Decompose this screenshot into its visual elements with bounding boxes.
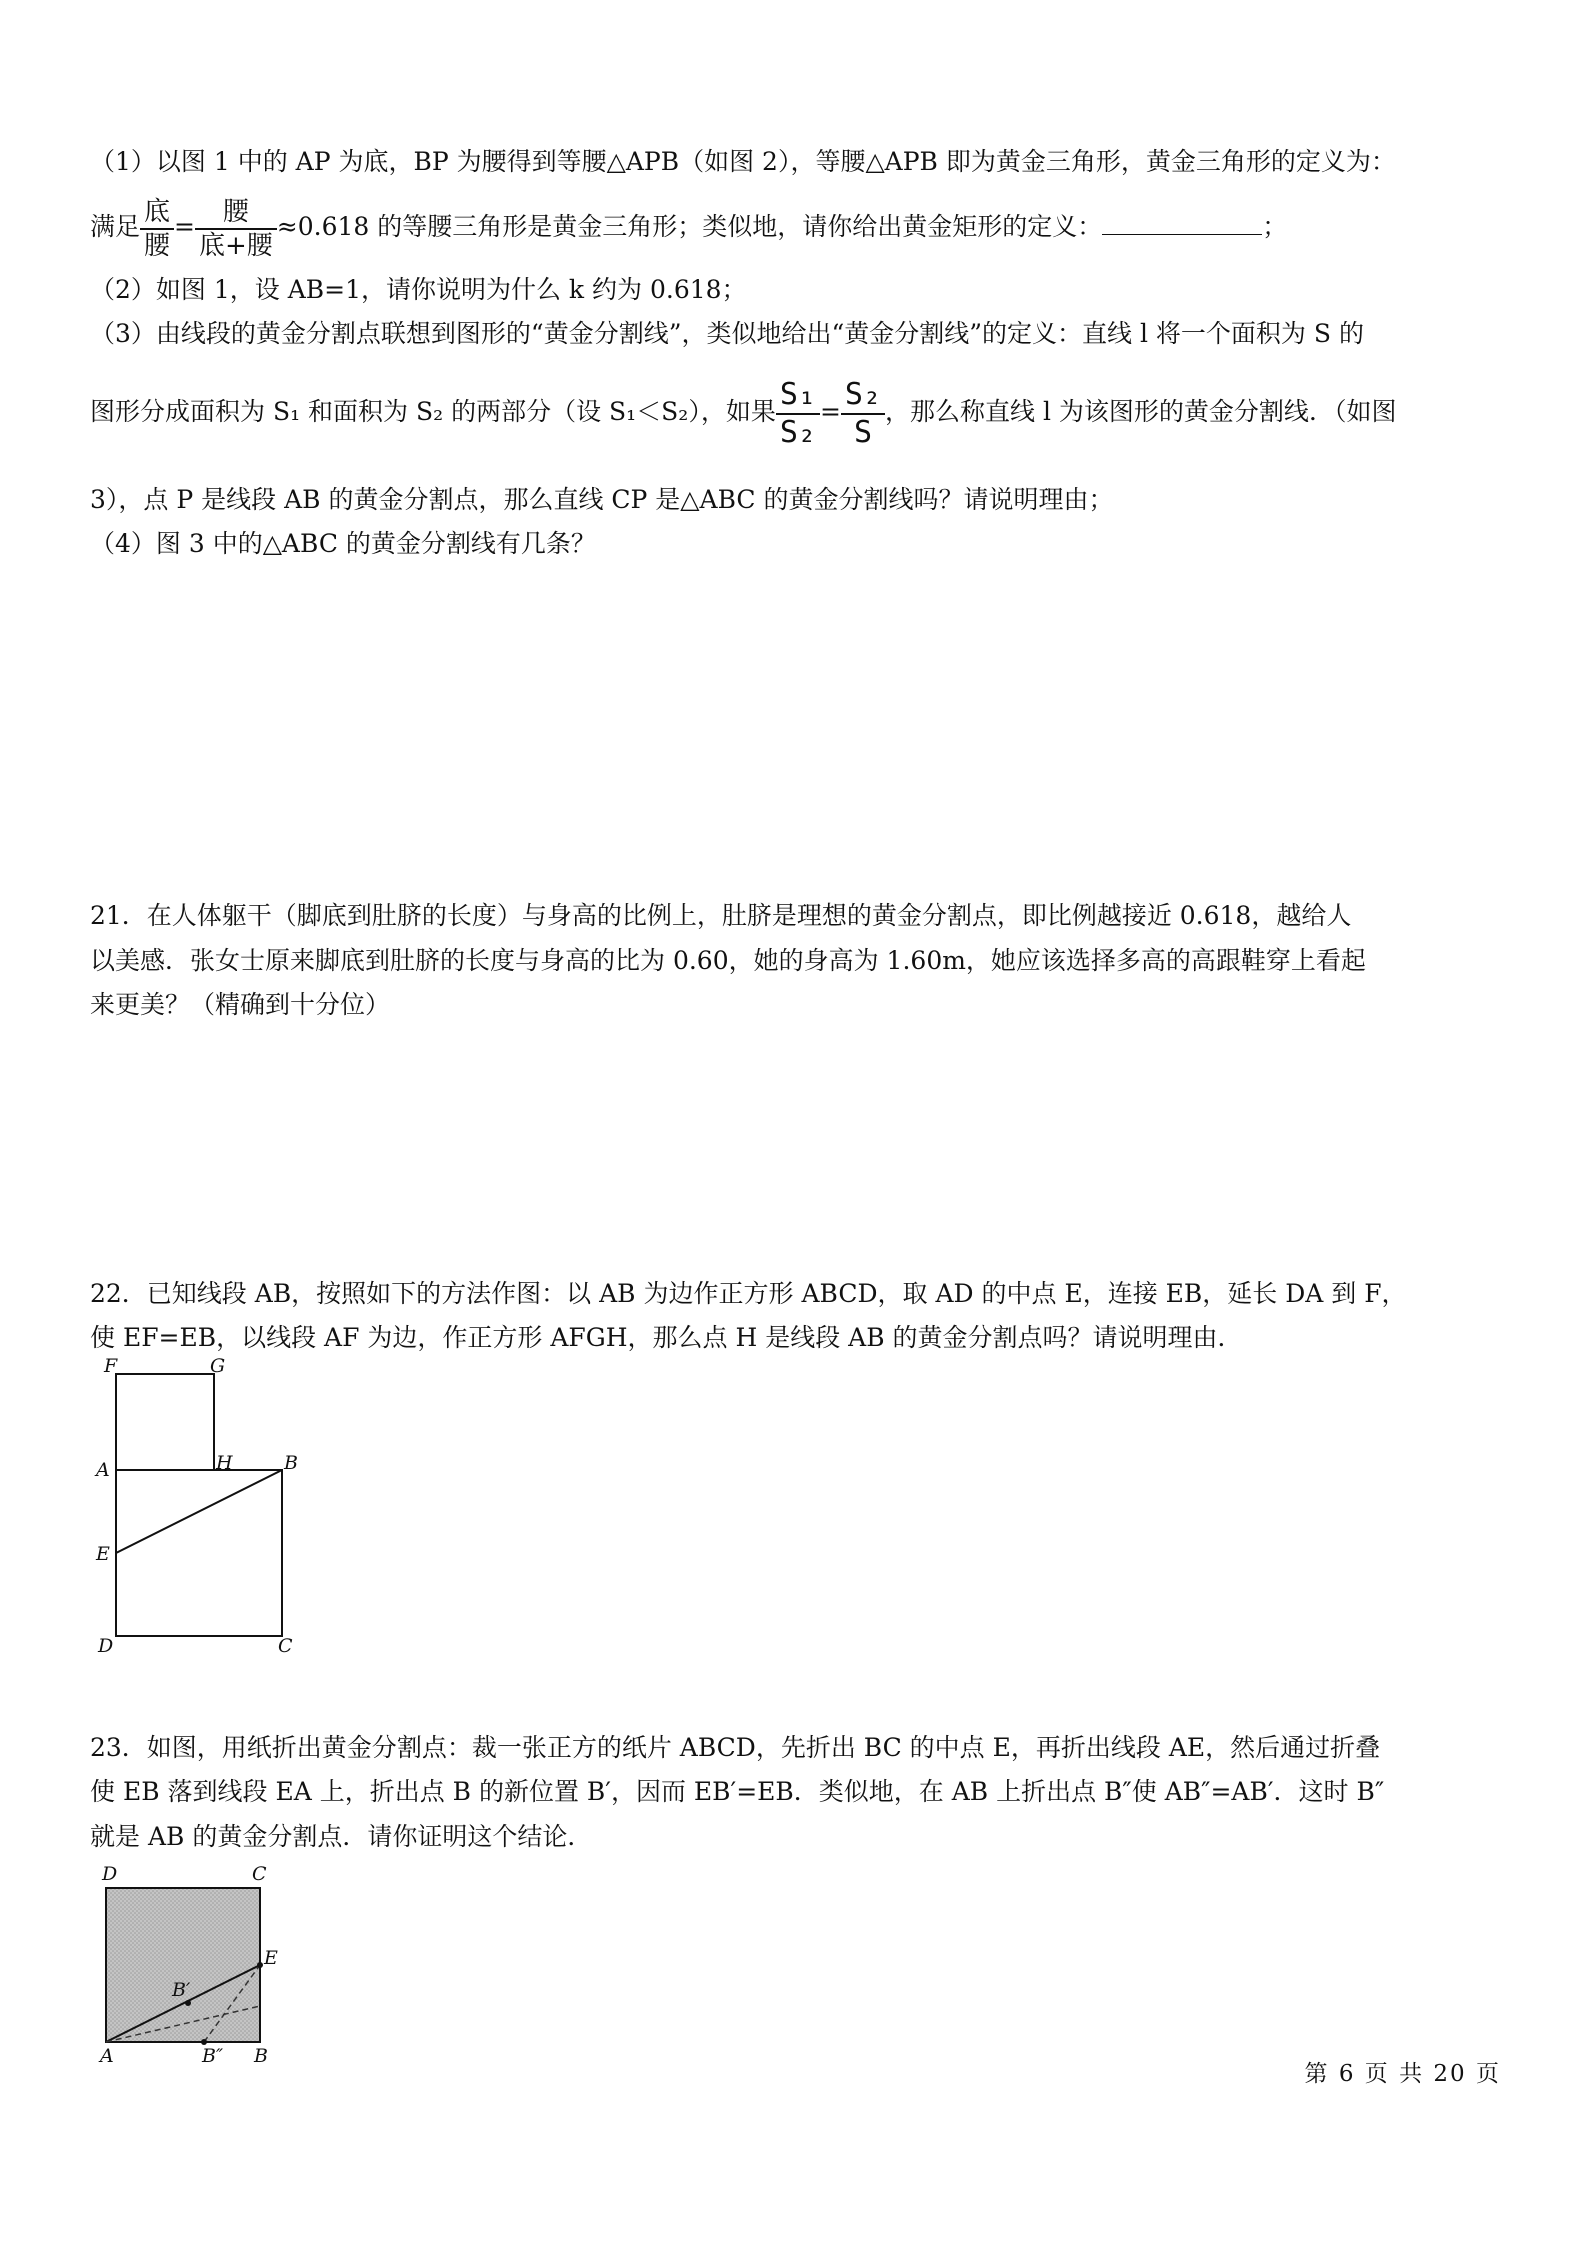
fraction-numerator: 腰: [195, 199, 277, 230]
point-e: [257, 1962, 263, 1968]
fraction-base-over-leg: [140, 196, 174, 261]
part1-suffix: ≈0.618 的等腰三角形是黄金三角形；类似地，请你给出黄金矩形的定义：: [276, 212, 1103, 241]
label-b-double-prime: B″: [202, 2045, 224, 2067]
q21-line1: 21．在人体躯干（脚底到肚脐的长度）与身高的比例上，肚脐是理想的黄金分割点，即比例越接近 0.618，越给人: [90, 901, 1352, 930]
label-c: C: [252, 1863, 267, 1885]
figure-q23-paper-fold: [92, 1858, 302, 2068]
label-e: E: [96, 1543, 110, 1565]
part3-line2-a: 图形分成面积为 S₁ 和面积为 S₂ 的两部分（设 S₁＜S₂），如果: [90, 397, 776, 426]
part3-line1: （3）由线段的黄金分割点联想到图形的“黄金分割线”，类似地给出“黄金分割线”的定义：直线 l 将一个面积为 S 的: [90, 319, 1364, 348]
q22-line1: 22．已知线段 AB，按照如下的方法作图：以 AB 为边作正方形 ABCD，取 AD 的中点 E，连接 EB，延长 DA 到 F，: [90, 1279, 1407, 1308]
paper-square-abcd: [106, 1888, 260, 2042]
part1-line2: 满足 $\frac{\text{底}}{\text{腰}}$ = $\frac{\text{腰}}{\text{底+腰}}$ ≈0.618 的等腰三角形是黄金三角形；类似地，请你给出黄金矩形的定义： ；: [90, 196, 1288, 261]
label-f: F: [104, 1355, 118, 1377]
fraction-numerator: S₁: [776, 380, 820, 415]
part3-line2: 图形分成面积为 S₁ 和面积为 S₂ 的两部分（设 S₁＜S₂），如果 $\frac{\text{S₁}}{\text{S₂}}$ = $\frac{\text{S₂}}{S}$ ，那么称直线 l 为该图形的黄金分割线．（如图: [90, 376, 1397, 450]
label-h: H: [216, 1452, 233, 1474]
label-g: G: [210, 1355, 226, 1377]
figure-q22-square-construction: [88, 1350, 318, 1660]
label-a: A: [100, 2045, 114, 2067]
fraction-denominator: 腰: [144, 230, 171, 261]
q21-line3: 来更美？（精确到十分位）: [90, 990, 391, 1019]
part1-end: ；: [1262, 212, 1288, 241]
q23-line2: 使 EB 落到线段 EA 上，折出点 B 的新位置 B′，因而 EB′=EB．类似地，在 AB 上折出点 B″使 AB″=AB′．这时 B″: [90, 1777, 1385, 1806]
fraction-s1-over-s2: [776, 376, 820, 450]
label-e: E: [264, 1947, 278, 1969]
part2-text: （2）如图 1，设 AB=1，请你说明为什么 k 约为 0.618；: [90, 275, 747, 304]
fraction-denominator: S: [853, 414, 873, 450]
segment-eb: [116, 1470, 282, 1553]
label-b-prime: B′: [172, 1979, 191, 2001]
fraction-s2-over-s: [841, 376, 885, 450]
fraction-denominator: 底+腰: [198, 230, 273, 261]
part4-text: （4）图 3 中的△ABC 的黄金分割线有几条？: [90, 529, 596, 558]
q23-line3: 就是 AB 的黄金分割点．请你证明这个结论．: [90, 1822, 593, 1851]
page-footer: 第 6 页 共 20 页: [1304, 2061, 1501, 2087]
part3-line2-b: ，那么称直线 l 为该图形的黄金分割线．（如图: [885, 397, 1397, 426]
answer-blank[interactable]: [1102, 212, 1262, 235]
fraction-numerator: S₂: [841, 380, 885, 415]
q22-line2: 使 EF=EB，以线段 AF 为边，作正方形 AFGH，那么点 H 是线段 AB 的黄金分割点吗？请说明理由．: [90, 1323, 1243, 1352]
label-b: B: [284, 1452, 298, 1474]
fraction-numerator: 底: [140, 199, 174, 230]
label-a: A: [96, 1459, 110, 1481]
fraction-denominator: S₂: [779, 414, 816, 450]
label-d: D: [102, 1863, 118, 1885]
fraction-leg-over-sum: [195, 196, 277, 261]
part1-prefix: 满足: [90, 212, 141, 241]
part3-line3: 3），点 P 是线段 AB 的黄金分割点，那么直线 CP 是△ABC 的黄金分割线吗？请说明理由；: [90, 485, 1114, 514]
square-afgh: [116, 1374, 214, 1470]
q23-line1: 23．如图，用纸折出黄金分割点：裁一张正方的纸片 ABCD，先折出 BC 的中点 E，再折出线段 AE，然后通过折叠: [90, 1733, 1381, 1762]
label-d: D: [98, 1635, 114, 1657]
label-b: B: [254, 2045, 268, 2067]
part1-line1: （1）以图 1 中的 AP 为底，BP 为腰得到等腰△APB（如图 2），等腰△APB 即为黄金三角形，黄金三角形的定义为：: [90, 147, 1396, 176]
q21-line2: 以美感．张女士原来脚底到肚脐的长度与身高的比为 0.60，她的身高为 1.60m，她应该选择多高的高跟鞋穿上看起: [90, 946, 1366, 975]
label-c: C: [278, 1635, 293, 1657]
square-abcd: [116, 1470, 282, 1636]
